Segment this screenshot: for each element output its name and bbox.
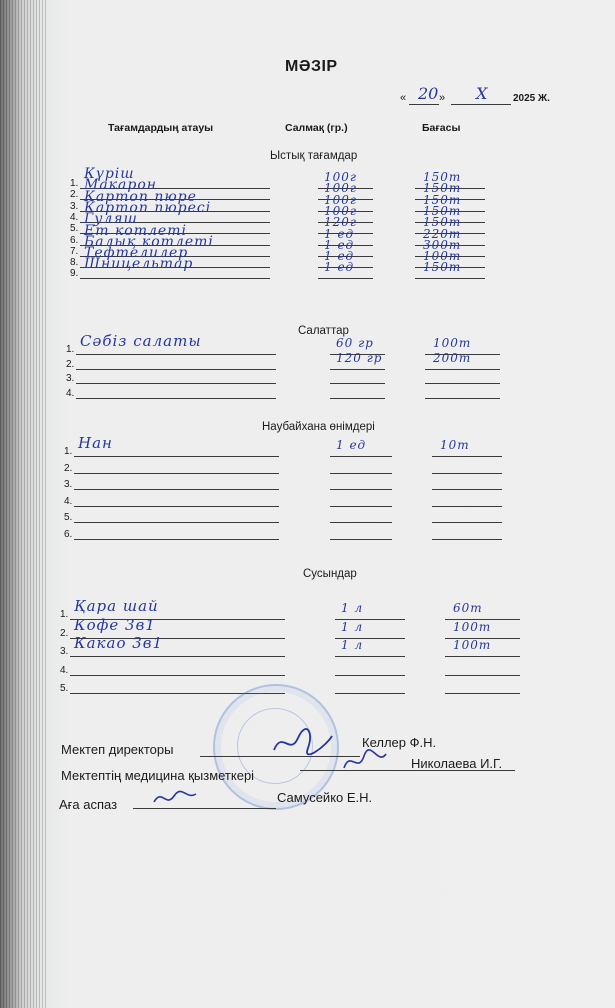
dish-weight: 1 л: [341, 619, 364, 634]
date-close-quote: »: [439, 92, 446, 104]
weight-line: [330, 398, 385, 399]
weight-line: [330, 522, 392, 523]
dish-name: Күріш: [84, 166, 135, 182]
row-number: 6.: [64, 529, 73, 540]
price-line: [445, 693, 520, 694]
name-line: [74, 456, 279, 457]
row-number: 1.: [60, 609, 69, 620]
dish-weight: 1 л: [341, 638, 364, 652]
date-month-line: [451, 104, 511, 105]
dish-name: Гуляш: [84, 211, 138, 228]
name-line: [74, 522, 279, 523]
section-title-hot: Ыстық тағамдар: [270, 150, 358, 162]
row-number: 2.: [70, 189, 79, 201]
row-number: 8.: [70, 257, 79, 269]
name-line: [80, 278, 270, 279]
name-line: [74, 539, 279, 540]
medic-name: Николаева И.Г.: [411, 756, 503, 771]
date-day-line: [409, 104, 439, 105]
dish-price: 150т: [423, 203, 462, 218]
dish-price: 220т: [423, 226, 462, 241]
row-number: 1.: [64, 446, 73, 457]
row-number: 5.: [60, 683, 69, 694]
price-line: [432, 489, 502, 490]
dish-price: 100т: [423, 249, 462, 264]
dish-name: Какао 3в1: [74, 634, 164, 652]
section-title-salads: Салаттар: [298, 325, 349, 337]
row-number: 5.: [70, 223, 79, 235]
weight-line: [330, 489, 392, 490]
menu-title: МӘЗІР: [285, 58, 338, 75]
dish-price: 10т: [440, 438, 470, 452]
row-number: 3.: [66, 373, 75, 384]
row-number: 7.: [70, 245, 79, 257]
dish-price: 150т: [423, 170, 462, 184]
weight-line: [335, 656, 405, 657]
row-number: 6.: [70, 234, 79, 246]
chef-name: Самусейко Е.Н.: [277, 790, 373, 805]
name-line: [76, 354, 276, 355]
dish-name: Балық котлеті: [84, 233, 214, 250]
price-line: [432, 506, 502, 507]
weight-line: [330, 369, 385, 370]
row-number: 1.: [70, 178, 79, 189]
weight-line: [335, 675, 405, 676]
price-line: [432, 456, 502, 457]
price-line: [432, 522, 502, 523]
weight-line: [318, 278, 373, 279]
name-line: [74, 489, 279, 490]
weight-line: [335, 693, 405, 694]
dish-price: 150т: [423, 192, 462, 207]
weight-line: [330, 539, 392, 540]
dish-weight: 60 гр: [336, 336, 374, 350]
dish-weight: 1 ед: [324, 237, 355, 252]
dish-weight: 100г: [324, 192, 357, 207]
price-line: [445, 656, 520, 657]
column-header-name: Тағамдардың атауы: [108, 122, 214, 134]
row-number: 2.: [64, 462, 73, 474]
date-year: 2025 Ж.: [513, 93, 550, 104]
column-header-price: Бағасы: [422, 122, 461, 134]
row-number: 4.: [66, 387, 75, 399]
row-number: 3.: [64, 479, 73, 491]
price-line: [425, 383, 500, 384]
row-number: 9.: [70, 268, 79, 280]
name-line: [74, 473, 279, 474]
dish-price: 100т: [453, 638, 492, 652]
section-title-drinks: Сусындар: [303, 568, 357, 580]
dish-weight: 1 ед: [324, 226, 355, 241]
weight-line: [330, 506, 392, 507]
dish-price: 300т: [423, 237, 462, 252]
weight-line: [330, 473, 392, 474]
row-number: 3.: [70, 200, 79, 212]
dish-price: 150т: [423, 260, 462, 275]
dish-weight: 120 гр: [336, 350, 383, 365]
date-day: 20: [418, 84, 439, 103]
dish-weight: 100г: [324, 181, 357, 196]
director-role: Мектеп директоры: [61, 742, 174, 757]
price-line: [415, 278, 485, 279]
chef-role: Аға аспаз: [59, 797, 118, 812]
dish-price: 200т: [433, 350, 472, 365]
scan-edge-artifact: [0, 0, 46, 1008]
dish-price: 100т: [433, 336, 472, 350]
dish-weight: 100г: [324, 170, 357, 184]
date-month: X: [476, 84, 488, 103]
name-line: [70, 675, 285, 676]
row-number: 5.: [64, 512, 73, 524]
director-name: Келлер Ф.Н.: [362, 735, 437, 750]
dish-weight: 120г: [324, 215, 357, 230]
row-number: 4.: [64, 495, 73, 507]
row-number: 2.: [60, 627, 69, 639]
price-line: [432, 473, 502, 474]
row-number: 2.: [66, 358, 75, 370]
name-line: [74, 506, 279, 507]
section-title-bakery: Наубайхана өнімдері: [262, 421, 375, 433]
dish-name: Сәбіз салаты: [80, 332, 202, 350]
row-number: 1.: [66, 344, 75, 355]
dish-name: Макарон: [84, 177, 158, 194]
name-line: [76, 369, 276, 370]
dish-name: Тефтелилер: [84, 245, 189, 262]
dish-weight: 100г: [324, 203, 357, 218]
dish-name: Шницельтар: [84, 256, 194, 273]
director-signature-scribble: [268, 726, 338, 760]
dish-name: Қара шай: [74, 597, 159, 615]
dish-weight: 1 ед: [324, 260, 355, 275]
dish-price: 60т: [453, 601, 483, 615]
medic-signature-scribble: [340, 748, 390, 778]
row-number: 4.: [60, 664, 69, 676]
dish-price: 100т: [453, 619, 492, 634]
dish-name: Ет котлеті: [84, 222, 187, 239]
weight-line: [330, 383, 385, 384]
dish-name: Картоп пюресі: [84, 199, 212, 216]
price-line: [445, 675, 520, 676]
price-line: [425, 398, 500, 399]
name-line: [70, 656, 285, 657]
dish-weight: 1 ед: [324, 249, 355, 264]
dish-weight: 1 л: [341, 601, 364, 615]
chef-signature-scribble: [150, 786, 200, 810]
dish-name: Кофе 3в1: [74, 615, 156, 634]
dish-price: 150т: [423, 181, 462, 196]
price-line: [425, 369, 500, 370]
dish-name: Картоп пюре: [84, 188, 197, 205]
dish-price: 150т: [423, 215, 462, 230]
weight-line: [330, 456, 392, 457]
name-line: [76, 383, 276, 384]
medic-role: Мектептің медицина қызметкері: [61, 768, 255, 783]
row-number: 3.: [60, 646, 69, 657]
dish-weight: 1 ед: [336, 438, 367, 452]
date-open-quote: «: [400, 92, 407, 104]
row-number: 4.: [70, 211, 79, 223]
dish-name: Нан: [78, 434, 113, 452]
name-line: [76, 398, 276, 399]
price-line: [432, 539, 502, 540]
column-header-weight: Салмақ (гр.): [285, 122, 348, 134]
